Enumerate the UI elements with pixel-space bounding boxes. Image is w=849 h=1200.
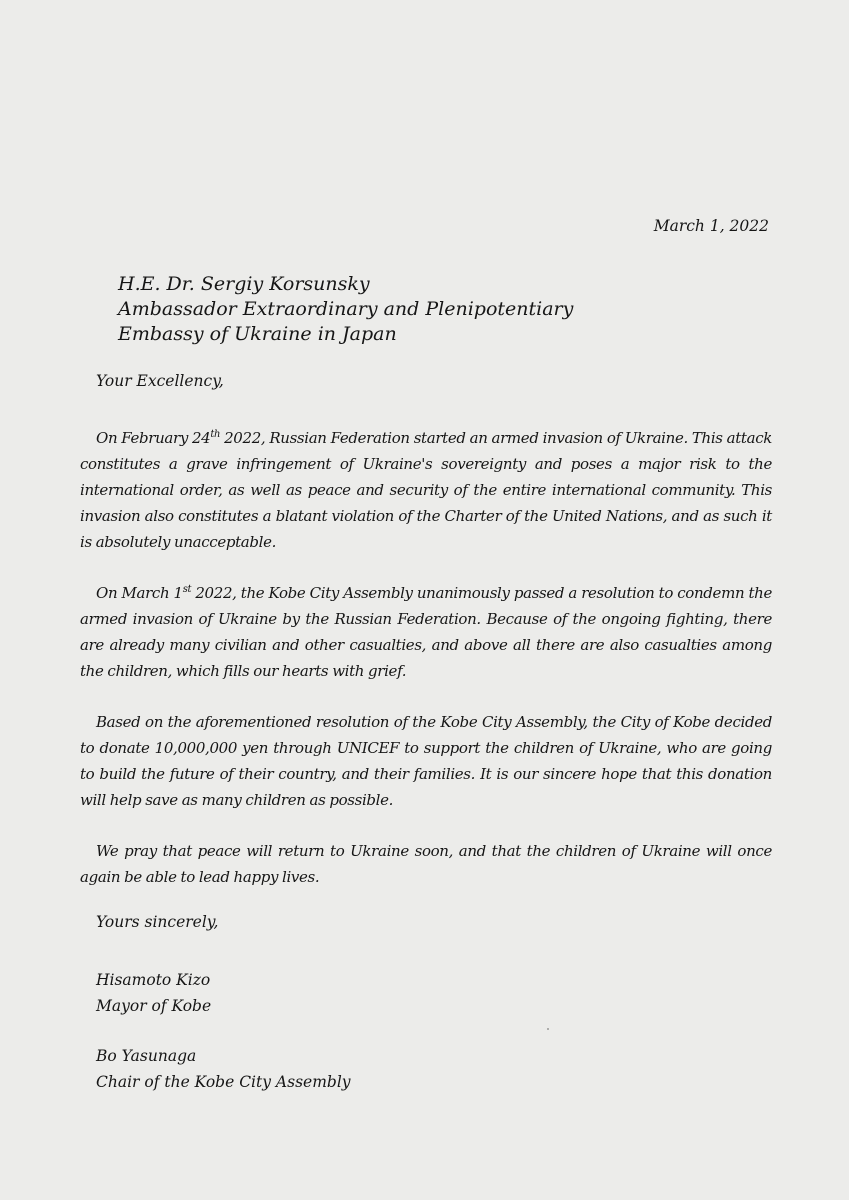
closing: Yours sincerely, bbox=[96, 913, 219, 931]
recipient-organization: Embassy of Ukraine in Japan bbox=[118, 323, 397, 345]
signer-title: Mayor of Kobe bbox=[96, 997, 212, 1015]
paragraph-text: 2022, Russian Federation started an armed invasion of Ukraine. This attack constitutes a grave infringement of Ukraine's sovereignty and poses a major risk to the international order, as well as peace and security of the entire international community. This invasion also constitutes a blatant violation of the Charter of the United Nations, and as such it is absolutely unacceptable. bbox=[80, 429, 772, 551]
paragraph-resolution bbox=[80, 580, 772, 684]
paragraph-text: 2022, the Kobe City Assembly unanimously passed a resolution to condemn the armed invasion of Ukraine by the Russian Federation. Because of the ongoing fighting, there are already many civilian and other casualties, and above all there are also casualties among the children, which fills our hearts with grief. bbox=[80, 584, 772, 680]
scan-speck bbox=[547, 1028, 549, 1030]
salutation: Your Excellency, bbox=[96, 372, 224, 390]
recipient-title: Ambassador Extraordinary and Plenipotentiary bbox=[118, 298, 574, 320]
paragraph-lead: Based on the aforementioned resolution of the Kobe City Assembly, the City of Kobe decided to donate 10,000,000 yen through UNICEF to support the children of Ukraine, who are going to build the future of their country, and their families. It is our sincere hope that this donation will help save as many children as possible. bbox=[80, 713, 772, 809]
signer-name: Bo Yasunaga bbox=[96, 1047, 197, 1065]
ordinal-suffix: st bbox=[182, 584, 192, 595]
recipient-block bbox=[118, 272, 573, 347]
paragraph-donation bbox=[80, 709, 772, 813]
signer-assembly-chair bbox=[96, 1043, 351, 1095]
letter-date: March 1, 2022 bbox=[653, 217, 769, 235]
signer-title: Chair of the Kobe City Assembly bbox=[96, 1073, 351, 1091]
paragraph-lead: We pray that peace will return to Ukraine soon, and that the children of Ukraine will once again be able to lead happy lives. bbox=[80, 842, 772, 886]
signer-name: Hisamoto Kizo bbox=[96, 971, 211, 989]
signer-mayor bbox=[96, 967, 211, 1019]
paragraph-lead: On February 24 bbox=[96, 429, 211, 447]
paragraph-lead: On March 1 bbox=[96, 584, 183, 602]
paragraph-invasion bbox=[80, 425, 772, 555]
ordinal-suffix: th bbox=[210, 429, 221, 440]
letter-body bbox=[80, 425, 772, 915]
paragraph-prayer bbox=[80, 838, 772, 890]
recipient-name: H.E. Dr. Sergiy Korsunsky bbox=[118, 273, 370, 295]
